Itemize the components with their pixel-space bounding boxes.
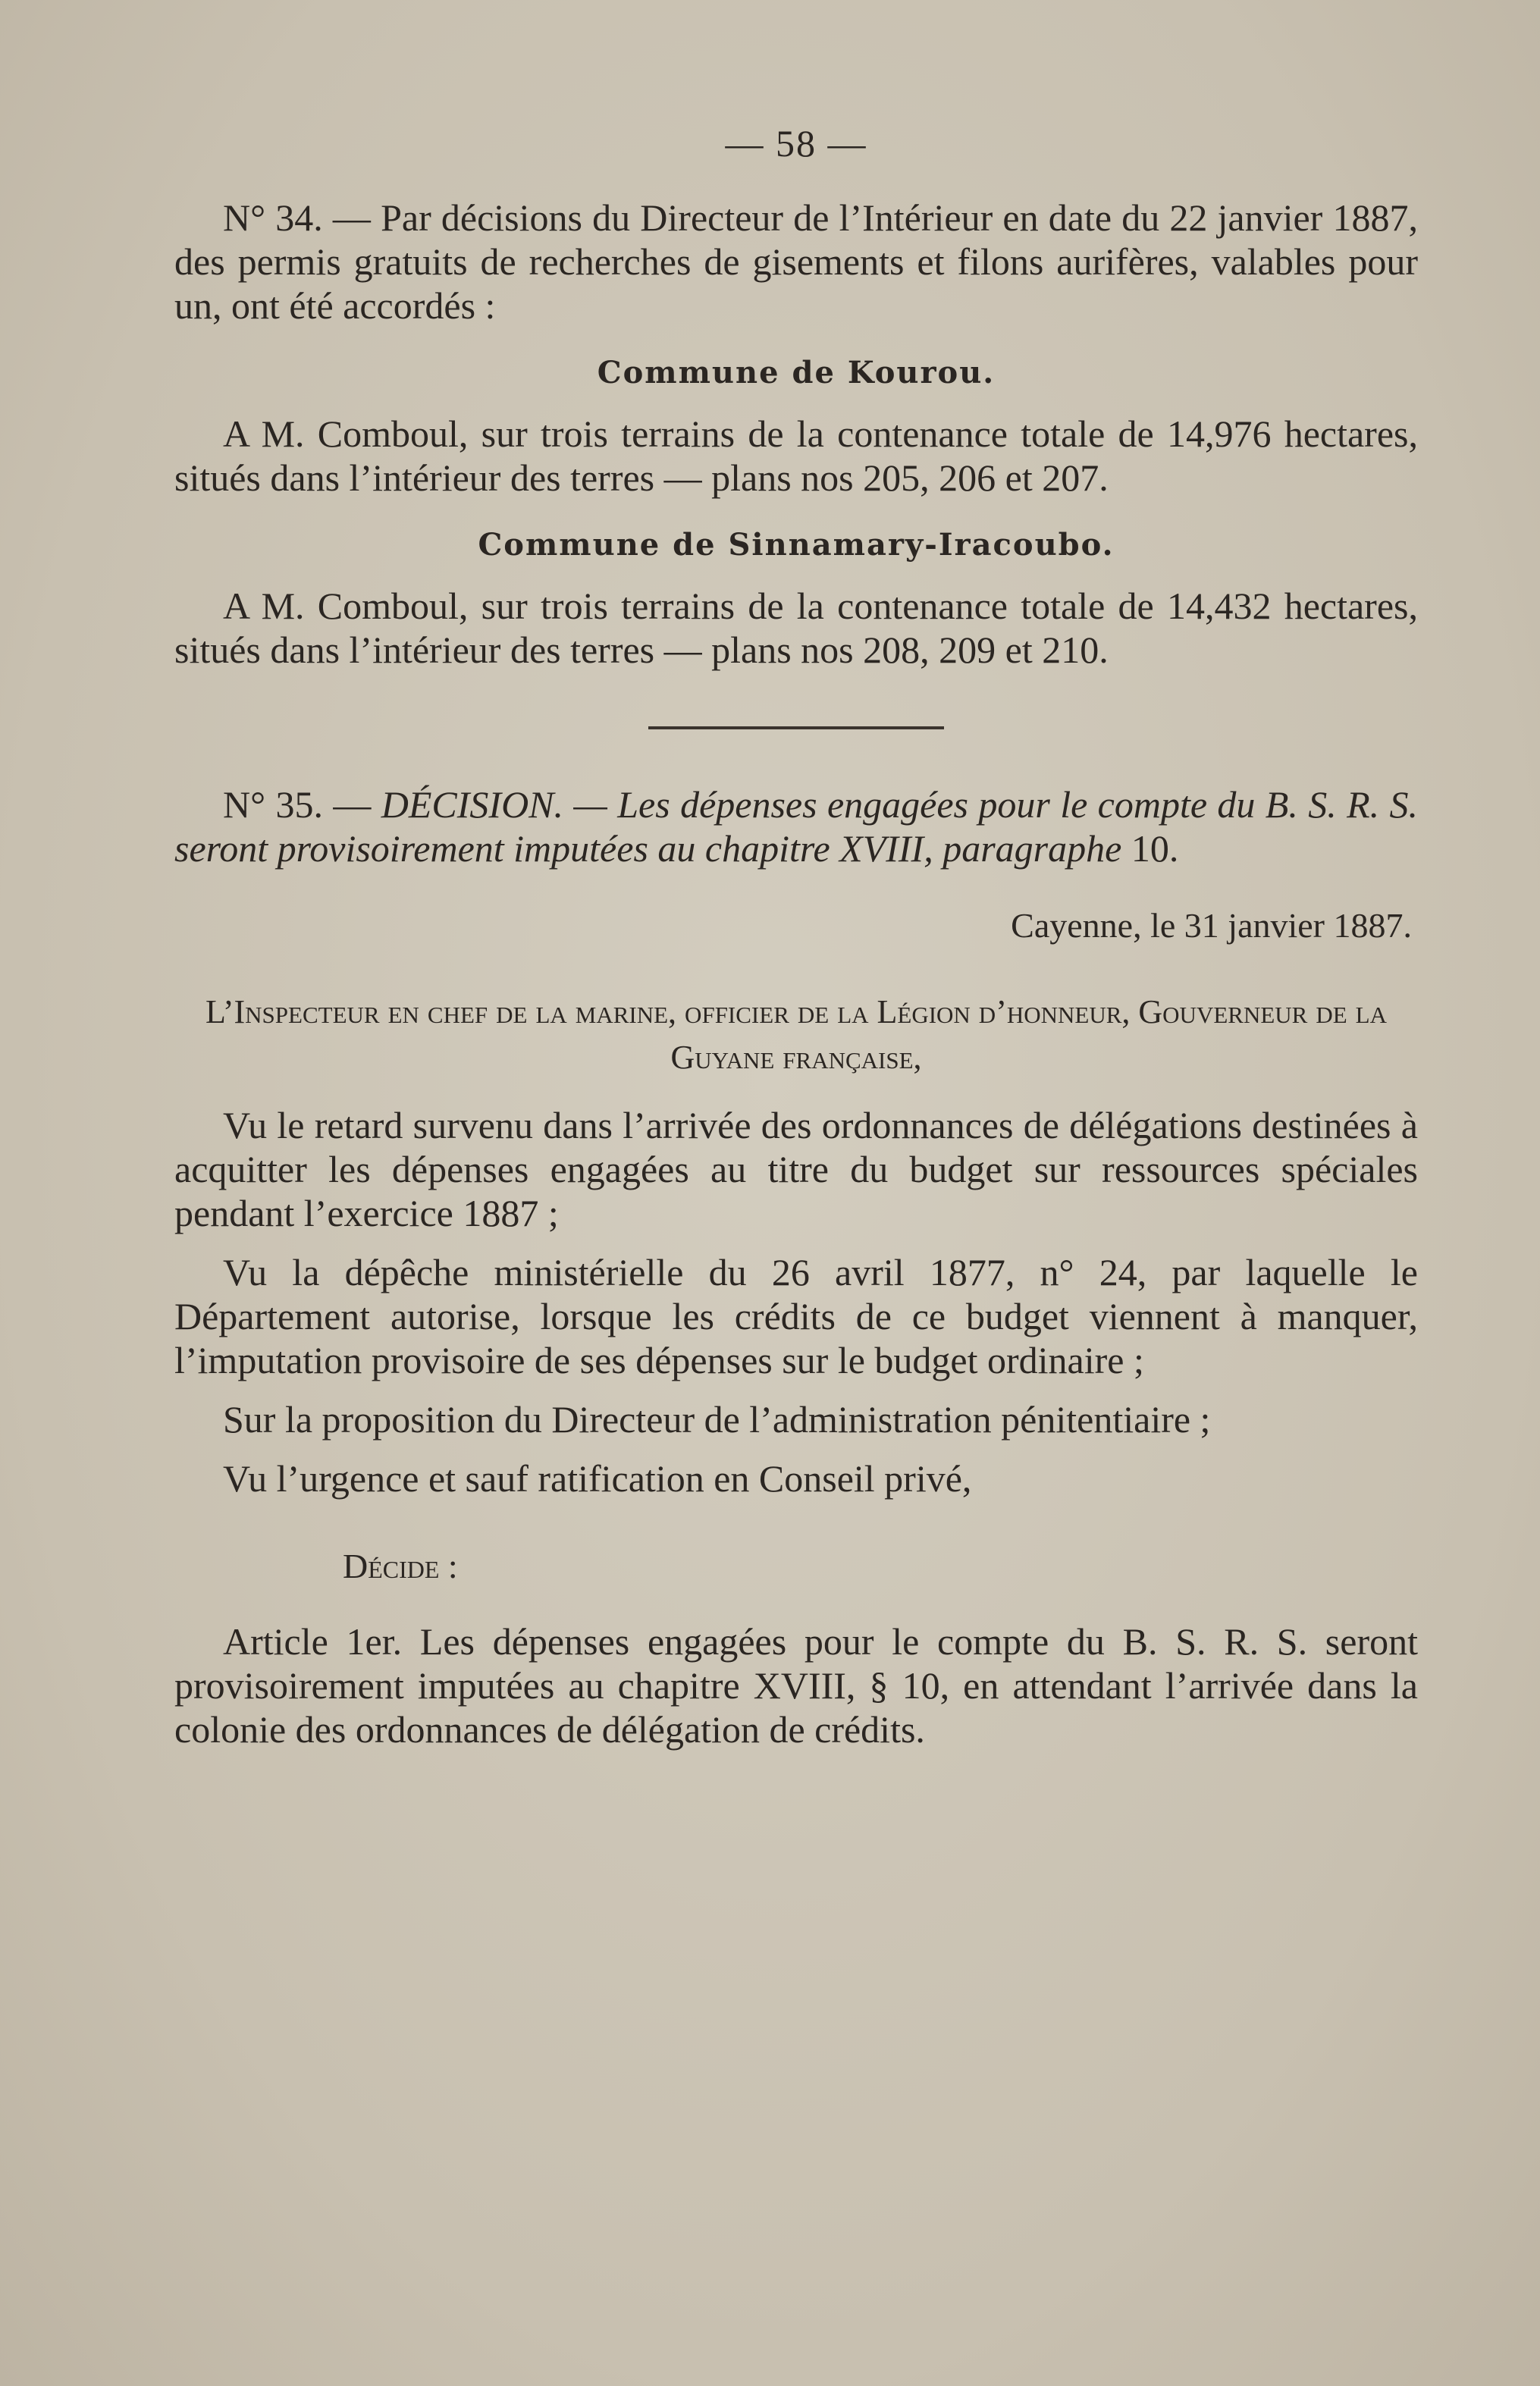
dateline: Cayenne, le 31 janvier 1887. bbox=[1011, 906, 1412, 945]
page-number: — 58 — bbox=[725, 122, 867, 165]
considerant-3: Sur la proposition du Directeur de l’administration pénitentiaire ; bbox=[223, 1398, 1211, 1441]
article-1: Article 1er. Les dépenses engagées pour le compte du B. S. R. S. seront provisoirement imputées au chapitre XVIII, § 10, en attendant l’arrivée dans la colonie des ordonnances de délégation de crédits. bbox=[174, 1620, 1418, 1751]
commune-kourou-heading: Commune de Kourou. bbox=[597, 355, 996, 390]
decision-34-intro: N° 34. — Par décisions du Directeur de l’Intérieur en date du 22 janvier 1887, des permis gratuits de recherches de gisements et filons aurifères, valables pour un, ont été accordés : bbox=[174, 196, 1418, 327]
section-divider bbox=[648, 726, 944, 729]
commune-kourou-permit: A M. Comboul, sur trois terrains de la contenance totale de 14,976 hectares, situés dans l’intérieur des terres — plans nos 205, 206 et 207. bbox=[174, 412, 1418, 499]
decision-35-title bbox=[174, 782, 1418, 870]
page-content bbox=[174, 121, 1418, 1751]
decision-35-summary: DÉCISION. — Les dépenses engagées pour le compte du B. S. R. S. seront provisoirement imputées au chapitre XVIII, paragraphe bbox=[174, 783, 1419, 870]
considerant-1: Vu le retard survenu dans l’arrivée des ordonnances de délégations destinées à acquitter les dépenses engagées au titre du budget sur ressources spéciales pendant l’exercice 1887 ; bbox=[174, 1104, 1418, 1234]
decision-35-number: N° 35. — bbox=[223, 783, 372, 826]
commune-sinnamary-permit: A M. Comboul, sur trois terrains de la contenance totale de 14,432 hectares, situés dans l’intérieur des terres — plans nos 208, 209 et 210. bbox=[174, 585, 1418, 671]
considerant-4: Vu l’urgence et sauf ratification en Conseil privé, bbox=[223, 1457, 972, 1500]
decide-heading: Décide : bbox=[343, 1547, 458, 1585]
decision-35-paragraph-number: 10. bbox=[1131, 827, 1179, 870]
issuing-authority: L’Inspecteur en chef de la marine, officier de la Légion d’honneur, Gouverneur de la Guyane française, bbox=[205, 993, 1387, 1076]
considerant-2: Vu la dépêche ministérielle du 26 avril 1877, n° 24, par laquelle le Département autorise, lorsque les crédits de ce budget viennent à manquer, l’imputation provisoire de ses dépenses sur le budget ordinaire ; bbox=[174, 1251, 1418, 1381]
commune-sinnamary-heading: Commune de Sinnamary-Iracoubo. bbox=[478, 527, 1115, 563]
